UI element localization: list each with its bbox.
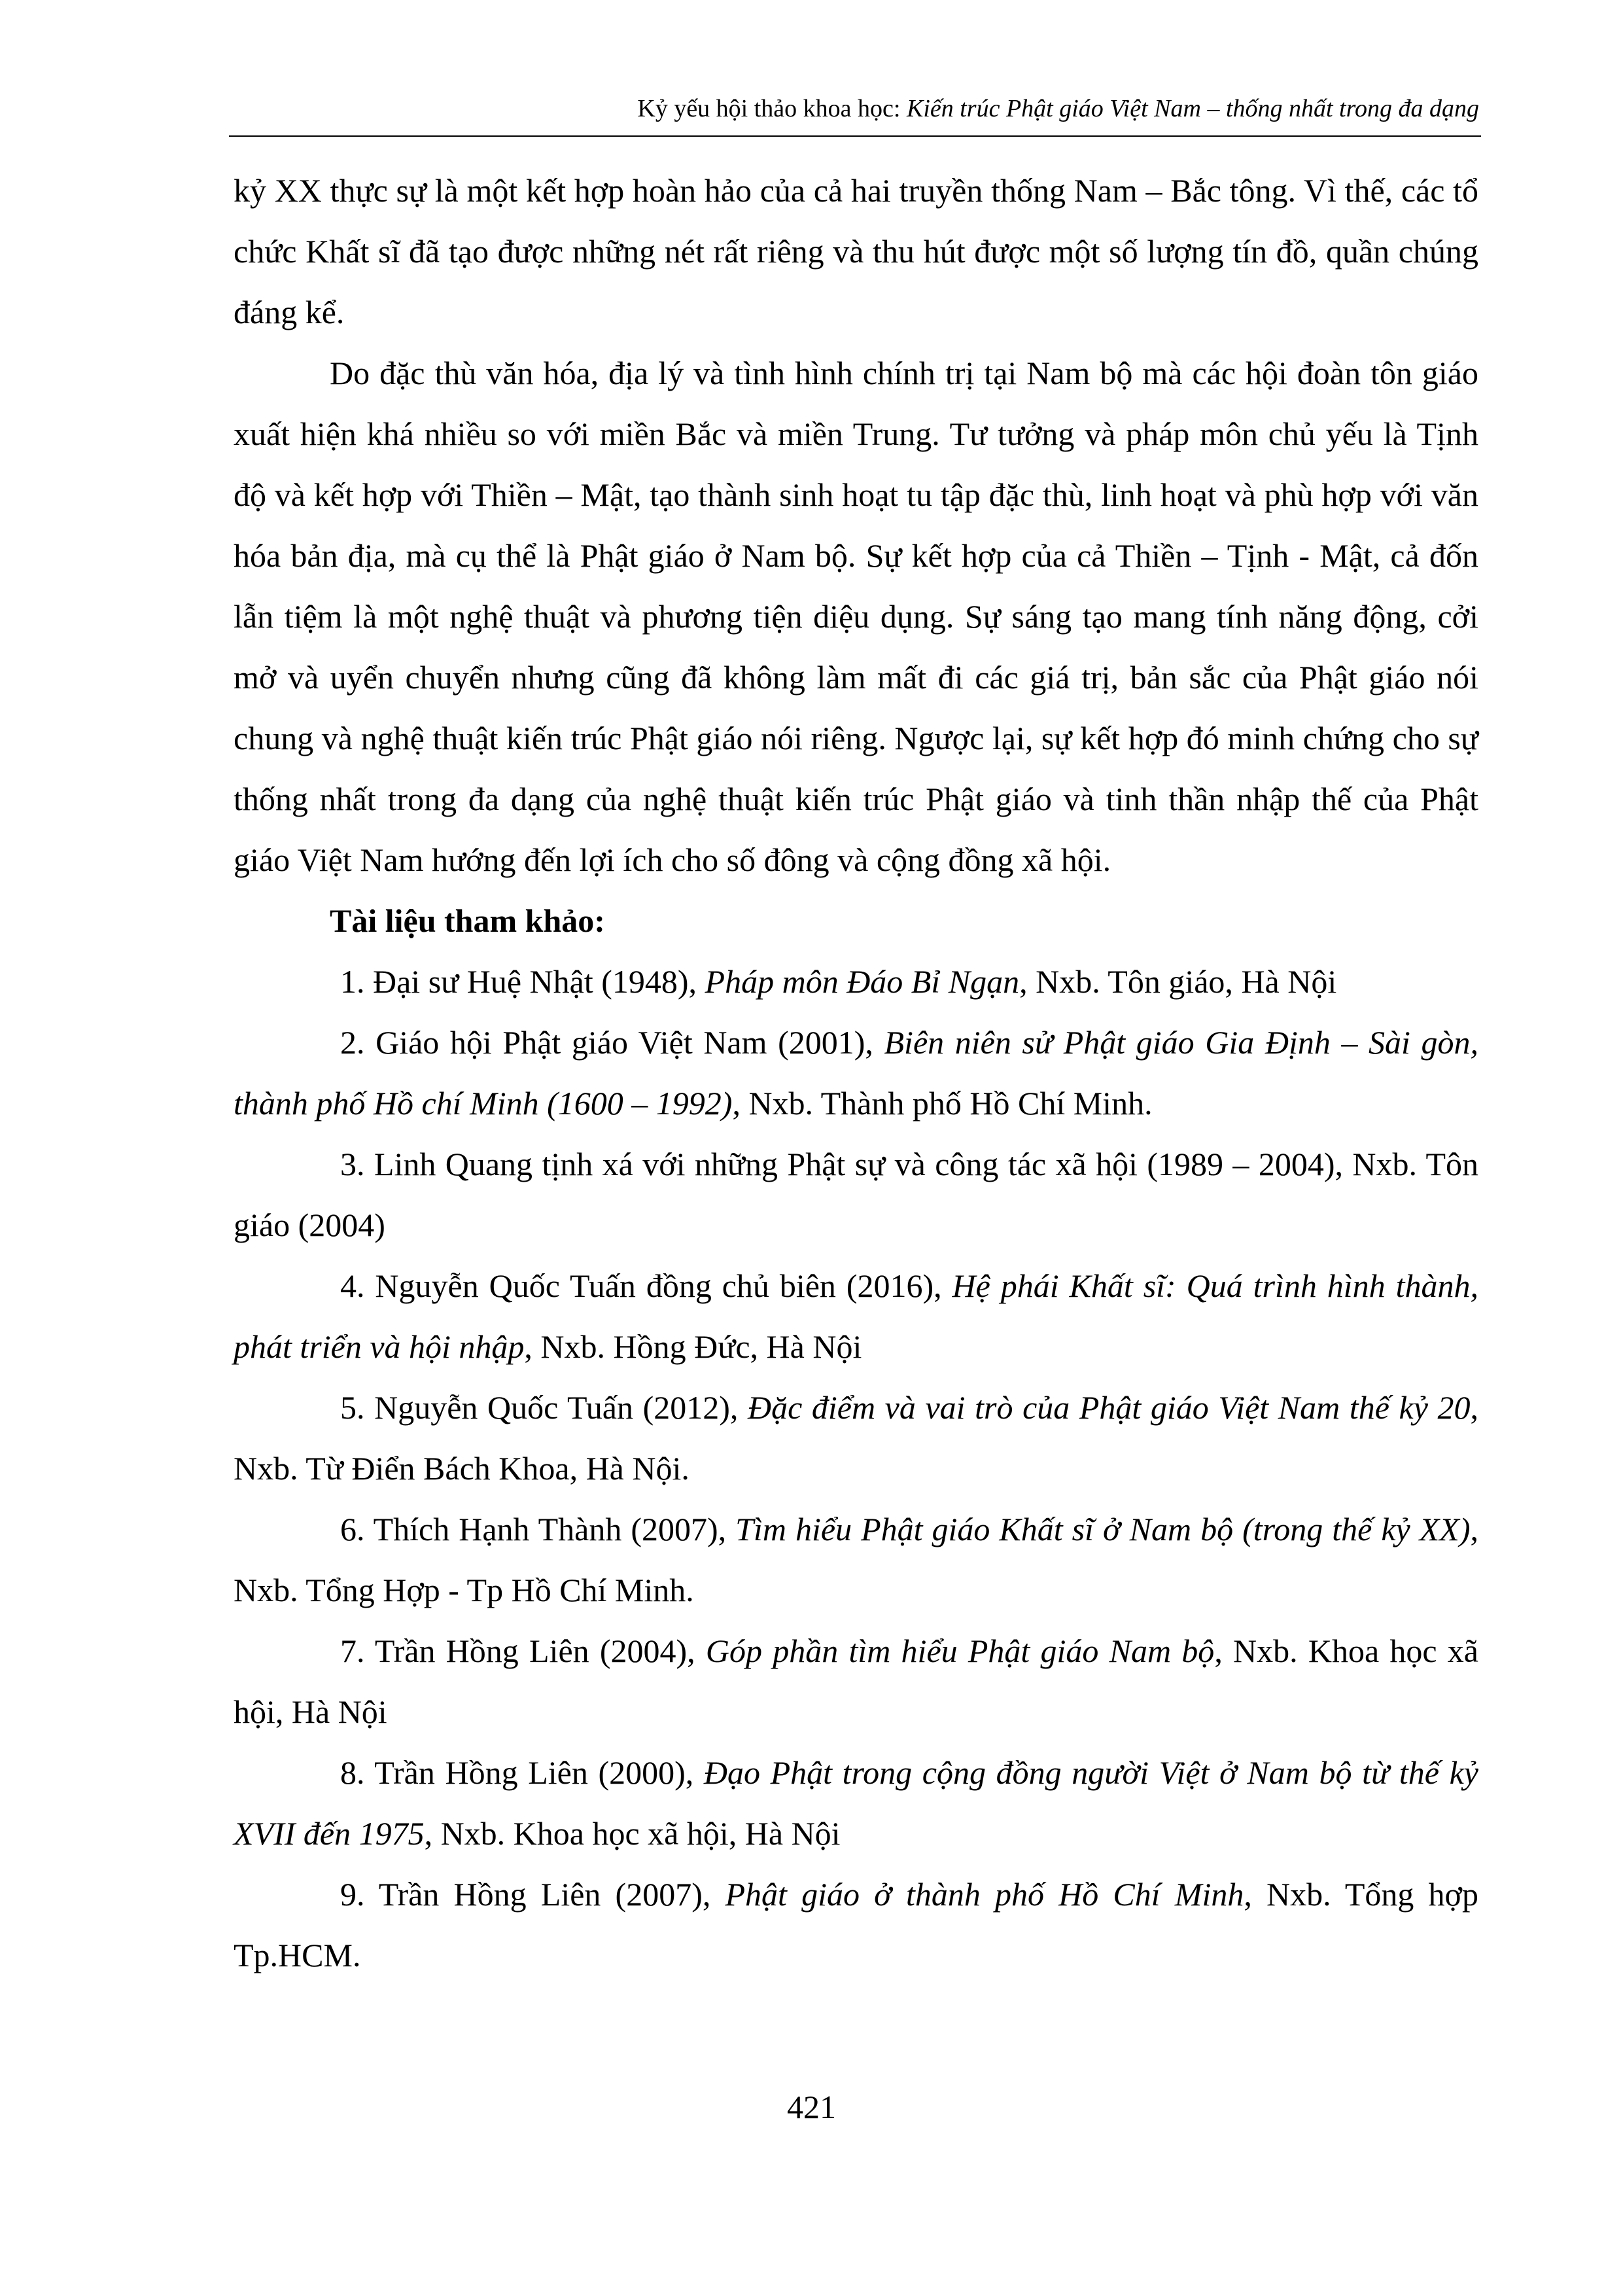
main-content <box>234 160 1478 1986</box>
references-heading: Tài liệu tham khảo: <box>330 902 605 939</box>
reference-title: Đặc điểm và vai trò của Phật giáo Việt Nam thế kỷ 20 <box>747 1389 1471 1426</box>
reference-publisher: , Nxb. Hồng Đức, Hà Nội <box>524 1328 862 1365</box>
reference-title: Hệ phái Khất sĩ: Quá trình hình thành, phát triển và hội nhập <box>234 1267 1478 1365</box>
page-number: 421 <box>787 2089 836 2125</box>
reference-item <box>234 1256 1478 1377</box>
reference-text: Thích Hạnh Thành (2007), <box>373 1511 736 1547</box>
reference-text: Nguyễn Quốc Tuấn đồng chủ biên (2016), <box>375 1267 952 1304</box>
body-paragraph-1: kỷ XX thực sự là một kết hợp hoàn hảo của cả hai truyền thống Nam – Bắc tông. Vì thế, các tổ chức Khất sĩ đã tạo được những nét rất riêng và thu hút được một số lượng tín đồ, quần chúng đáng kể. <box>234 172 1478 330</box>
reference-publisher: , Nxb. Khoa học xã hội, Hà Nội <box>234 1633 1478 1730</box>
reference-number: 5. <box>340 1389 365 1426</box>
reference-number: 9. <box>340 1876 365 1913</box>
reference-publisher: , Nxb. Tổng hợp Tp.HCM. <box>234 1876 1478 1973</box>
reference-title: Pháp môn Đáo Bỉ Ngạn <box>705 963 1020 1000</box>
reference-title: Biên niên sử Phật giáo Gia Định – Sài gòn, thành phố Hồ chí Minh (1600 – 1992) <box>234 1024 1479 1122</box>
reference-text: Trần Hồng Liên (2000), <box>374 1754 704 1791</box>
body-paragraph-2: Do đặc thù văn hóa, địa lý và tình hình chính trị tại Nam bộ mà các hội đoàn tôn giáo xuất hiện khá nhiều so với miền Bắc và miền Trung. Tư tưởng và pháp môn chủ yếu là Tịnh độ và kết hợp với Thiền – Mật, tạo thành sinh hoạt tu tập đặc thù, linh hoạt và phù hợp với văn hóa bản địa, mà cụ thể là Phật giáo ở Nam bộ. Sự kết hợp của cả Thiền – Tịnh - Mật, cả đốn lẫn tiệm là một nghệ thuật và phương tiện diệu dụng. Sự sáng tạo mang tính năng động, cởi mở và uyển chuyển nhưng cũng đã không làm mất đi các giá trị, bản sắc của Phật giáo nói chung và nghệ thuật kiến trúc Phật giáo nói riêng. Ngược lại, sự kết hợp đó minh chứng cho sự thống nhất trong đa dạng của nghệ thuật kiến trúc Phật giáo và tinh thần nhập thế của Phật giáo Việt Nam hướng đến lợi ích cho số đông và cộng đồng xã hội. <box>234 355 1478 878</box>
reference-text: Trần Hồng Liên (2007), <box>378 1876 725 1913</box>
reference-item <box>234 1012 1478 1134</box>
reference-title: Đạo Phật trong cộng đồng người Việt ở Nam bộ từ thế kỷ XVII đến 1975 <box>234 1754 1478 1852</box>
reference-item <box>234 1742 1478 1864</box>
reference-number: 1. <box>340 963 365 1000</box>
running-header <box>637 93 1479 124</box>
reference-title: Phật giáo ở thành phố Hồ Chí Minh <box>725 1876 1244 1913</box>
reference-publisher: , Nxb. Khoa học xã hội, Hà Nội <box>424 1815 841 1852</box>
header-title: Kiến trúc Phật giáo Việt Nam – thống nhất trong đa dạng <box>906 95 1479 122</box>
header-prefix: Kỷ yếu hội thảo khoa học: <box>637 95 907 122</box>
references-list <box>234 951 1478 1986</box>
reference-item <box>234 1377 1478 1499</box>
reference-title: Góp phần tìm hiểu Phật giáo Nam bộ <box>705 1633 1215 1669</box>
reference-publisher: , Nxb. Tôn giáo, Hà Nội <box>1019 963 1337 1000</box>
reference-publisher: , Nxb. Tổng Hợp - Tp Hồ Chí Minh. <box>234 1511 1478 1608</box>
reference-item <box>234 1864 1478 1986</box>
reference-number: 6. <box>340 1511 365 1547</box>
reference-number: 7. <box>340 1633 365 1669</box>
reference-item <box>234 1499 1478 1621</box>
reference-publisher: , Nxb. Từ Điển Bách Khoa, Hà Nội. <box>234 1389 1479 1487</box>
reference-text: Giáo hội Phật giáo Việt Nam (2001), <box>375 1024 884 1061</box>
reference-number: 3. <box>340 1146 365 1182</box>
reference-text: Nguyễn Quốc Tuấn (2012), <box>374 1389 748 1426</box>
reference-item <box>234 1134 1478 1256</box>
reference-text: Trần Hồng Liên (2004), <box>374 1633 706 1669</box>
reference-item <box>234 951 1478 1012</box>
reference-number: 4. <box>340 1267 365 1304</box>
reference-item <box>234 1621 1478 1742</box>
header-rule <box>229 135 1481 137</box>
reference-number: 8. <box>340 1754 365 1791</box>
reference-number: 2. <box>340 1024 365 1061</box>
reference-title: Tìm hiểu Phật giáo Khất sĩ ở Nam bộ (trong thế kỷ XX) <box>735 1511 1471 1547</box>
reference-text: Đại sư Huệ Nhật (1948), <box>373 963 705 1000</box>
reference-publisher: , Nxb. Thành phố Hồ Chí Minh. <box>732 1085 1153 1122</box>
reference-text: Linh Quang tịnh xá với những Phật sự và công tác xã hội (1989 – 2004), Nxb. Tôn giáo (2004) <box>234 1146 1479 1243</box>
